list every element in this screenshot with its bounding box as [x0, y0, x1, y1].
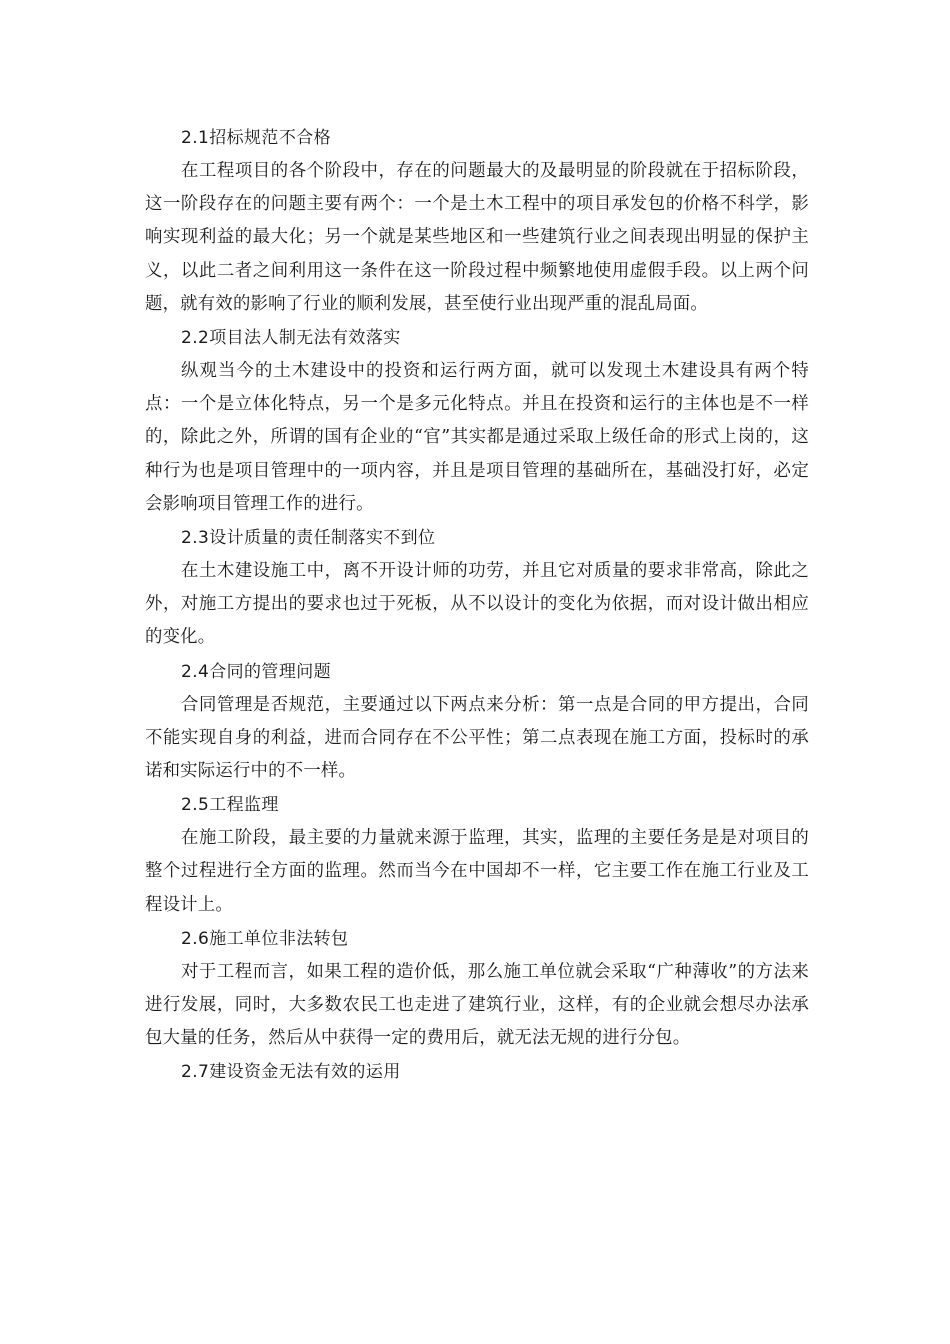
- section-heading: 2.1招标规范不合格: [181, 128, 332, 148]
- section-2-6: [145, 923, 809, 1056]
- section-2-3: [145, 522, 809, 655]
- section-paragraph: 纵观当今的土木建设中的投资和运行两方面，就可以发现土木建设具有两个特点：一个是立体化特点，另一个是多元化特点。并且在投资和运行的主体也是不一样的，除此之外，所谓的国有企业的“官”其实都是通过采取上级任命的形式上岗的，这种行为也是项目管理中的一项内容，并且是项目管理的基础所在，基础没打好，必定会影响项目管理工作的进行。: [145, 361, 809, 514]
- section-heading: 2.6施工单位非法转包: [181, 928, 349, 949]
- section-heading: 2.7建设资金无法有效的运用: [181, 1062, 401, 1083]
- section-paragraph: 对于工程而言，如果工程的造价低，那么施工单位就会采取“广种薄收”的方法来进行发展，同时，大多数农民工也走进了建筑行业，这样，有的企业就会想尽办法承包大量的任务，然后从中获得一定的费用后，就无法无规的进行分包。: [145, 961, 809, 1049]
- section-heading: 2.4合同的管理问题: [181, 661, 332, 682]
- section-2-4: [145, 656, 809, 789]
- section-paragraph: 在工程项目的各个阶段中，存在的问题最大的及最明显的阶段就在于招标阶段，这一阶段存在的问题主要有两个：一个是土木工程中的项目承发包的价格不科学，影响实现利益的最大化；另一个就是某些地区和一些建筑行业之间表现出明显的保护主义，以此二者之间利用这一条件在这一阶段过程中频繁地使用虚假手段。以上两个问题，就有效的影响了行业的顺利发展，甚至使行业出现严重的混乱局面。: [145, 161, 809, 314]
- section-2-1: [145, 122, 809, 321]
- section-heading: 2.2项目法人制无法有效落实: [181, 328, 401, 349]
- section-heading: 2.3设计质量的责任制落实不到位: [181, 528, 436, 549]
- section-paragraph: 在土木建设施工中，离不开设计师的功劳，并且它对质量的要求非常高，除此之外，对施工方提出的要求也过于死板，从不以设计的变化为依据，而对设计做出相应的变化。: [145, 561, 809, 648]
- section-2-5: [145, 789, 809, 922]
- section-2-7: [145, 1056, 809, 1089]
- section-paragraph: 在施工阶段，最主要的力量就来源于监理，其实，监理的主要任务是是对项目的整个过程进行全方面的监理。然而当今在中国却不一样，它主要工作在施工行业及工程设计上。: [145, 828, 809, 915]
- section-2-2: [145, 322, 809, 521]
- document-page: [145, 122, 809, 1089]
- section-paragraph: 合同管理是否规范，主要通过以下两点来分析：第一点是合同的甲方提出，合同不能实现自身的利益，进而合同存在不公平性；第二点表现在施工方面，投标时的承诺和实际运行中的不一样。: [145, 694, 809, 782]
- section-heading: 2.5工程监理: [181, 795, 279, 816]
